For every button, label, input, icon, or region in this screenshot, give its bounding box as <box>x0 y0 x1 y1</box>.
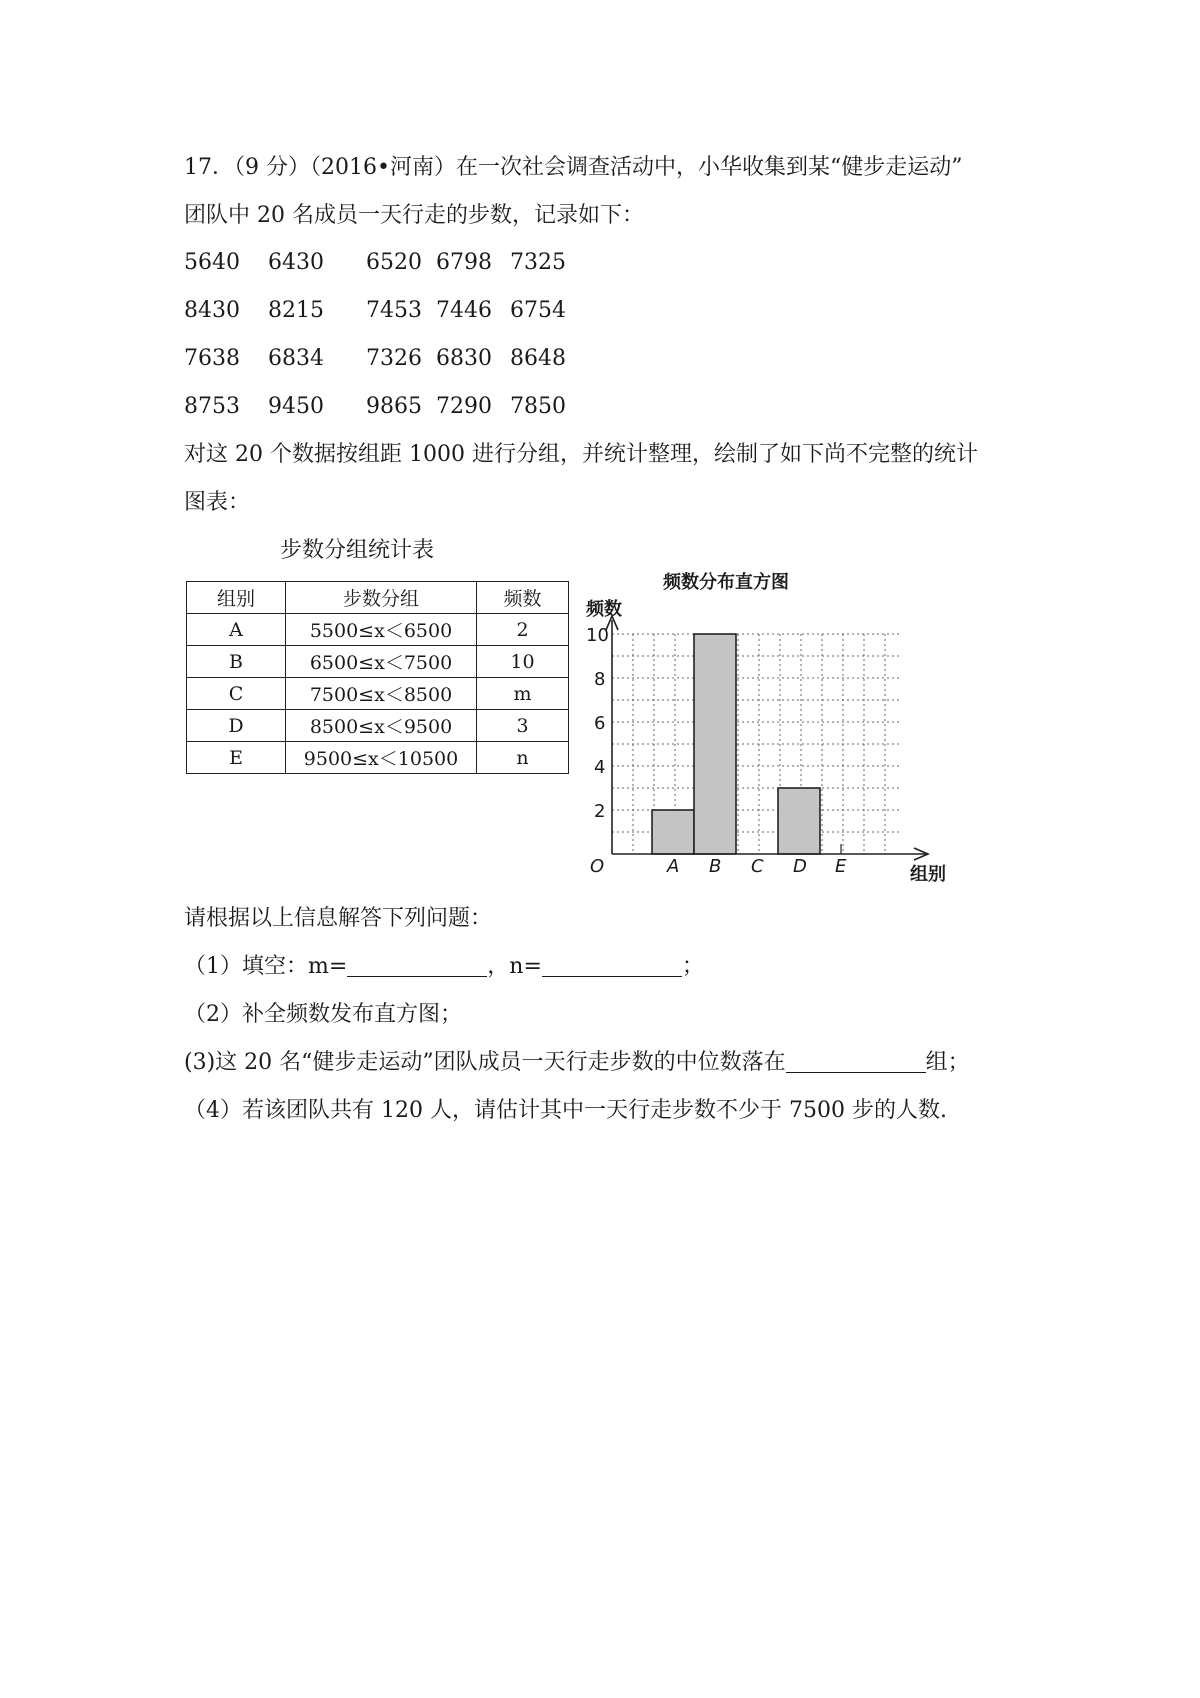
data-cell: 7638 <box>184 346 240 371</box>
column-header: 频数 <box>477 582 569 614</box>
x-tick-label: A <box>667 856 680 877</box>
y-axis-label: 频数 <box>586 599 622 620</box>
table-header-row <box>187 582 569 614</box>
column-header: 步数分组 <box>286 582 477 614</box>
data-cell: 6798 <box>436 250 492 275</box>
grouping-text: 对这 20 个数据按组距 1000 进行分组，并统计整理，绘制了如下尚不完整的统计 <box>184 442 978 467</box>
data-cell: 6520 <box>366 250 422 275</box>
data-cell: 8430 <box>184 298 240 323</box>
y-tick-label: 6 <box>594 713 606 734</box>
group-cell: E <box>187 742 286 774</box>
data-cell: 9865 <box>366 394 422 419</box>
table-title: 步数分组统计表 <box>280 538 435 563</box>
data-cell: 5640 <box>184 250 240 275</box>
q3-end: 组； <box>925 1050 970 1075</box>
data-cell: 7446 <box>436 298 492 323</box>
data-cell: 8215 <box>268 298 324 323</box>
data-cell: 8648 <box>510 346 566 371</box>
q3-text: (3)这 20 名“健步走运动”团队成员一天行走步数的中位数落在 <box>184 1050 786 1075</box>
question-1 <box>184 952 704 982</box>
data-cell: 7325 <box>510 250 566 275</box>
y-tick-label: 10 <box>586 625 609 646</box>
data-cell: 7850 <box>510 394 566 419</box>
frequency-cell: 10 <box>477 646 569 678</box>
questions-prompt: 请根据以上信息解答下列问题： <box>184 906 493 931</box>
table-row <box>187 646 569 678</box>
q1-text-n: ，n= <box>487 954 542 979</box>
question-intro: 团队中 20 名成员一天行走的步数，记录如下： <box>184 203 644 228</box>
y-tick-label: 4 <box>594 757 606 778</box>
group-cell: B <box>187 646 286 678</box>
histogram-bar-D <box>778 788 820 854</box>
chart-title: 频数分布直方图 <box>663 572 789 593</box>
q1-end: ； <box>681 954 704 979</box>
y-tick-label: 8 <box>594 669 606 690</box>
frequency-cell: 2 <box>477 614 569 646</box>
range-cell: 9500≤x＜10500 <box>286 742 477 774</box>
table-row <box>187 710 569 742</box>
table-row <box>187 742 569 774</box>
group-cell: A <box>187 614 286 646</box>
answer-blank-n[interactable] <box>542 952 682 977</box>
frequency-cell: n <box>477 742 569 774</box>
group-cell: C <box>187 678 286 710</box>
group-cell: D <box>187 710 286 742</box>
data-cell: 7326 <box>366 346 422 371</box>
answer-blank-median[interactable] <box>786 1048 926 1073</box>
x-tick-label: D <box>793 856 807 877</box>
x-tick-label: B <box>709 856 722 877</box>
x-tick-label: C <box>751 856 764 877</box>
question-3 <box>184 1048 970 1078</box>
data-cell: 7290 <box>436 394 492 419</box>
data-cell: 6830 <box>436 346 492 371</box>
data-cell: 6754 <box>510 298 566 323</box>
grouping-text-cont: 图表： <box>184 490 251 515</box>
x-tick-label: E <box>835 856 847 877</box>
histogram-bar-B <box>694 634 736 854</box>
question-header: 17．（9 分）（2016•河南）在一次社会调查活动中，小华收集到某“健步走运动” <box>184 155 963 180</box>
answer-blank-m[interactable] <box>347 952 487 977</box>
q1-text: （1）填空：m= <box>184 954 348 979</box>
y-tick-label: 2 <box>594 801 606 822</box>
column-header: 组别 <box>187 582 286 614</box>
data-cell: 6834 <box>268 346 324 371</box>
data-cell: 6430 <box>268 250 324 275</box>
x-axis-label: 组别 <box>910 864 946 885</box>
data-cell: 7453 <box>366 298 422 323</box>
data-cell: 8753 <box>184 394 240 419</box>
histogram-bar-A <box>652 810 694 854</box>
range-cell: 8500≤x＜9500 <box>286 710 477 742</box>
range-cell: 6500≤x＜7500 <box>286 646 477 678</box>
histogram-chart <box>570 568 960 898</box>
range-cell: 7500≤x＜8500 <box>286 678 477 710</box>
frequency-cell: m <box>477 678 569 710</box>
frequency-table <box>186 581 569 774</box>
question-2: （2）补全频数发布直方图； <box>184 1002 462 1027</box>
range-cell: 5500≤x＜6500 <box>286 614 477 646</box>
table-row <box>187 614 569 646</box>
data-cell: 9450 <box>268 394 324 419</box>
question-4: （4）若该团队共有 120 人，请估计其中一天行走步数不少于 7500 步的人数. <box>184 1098 947 1123</box>
frequency-cell: 3 <box>477 710 569 742</box>
origin-label: O <box>590 856 605 877</box>
table-row <box>187 678 569 710</box>
